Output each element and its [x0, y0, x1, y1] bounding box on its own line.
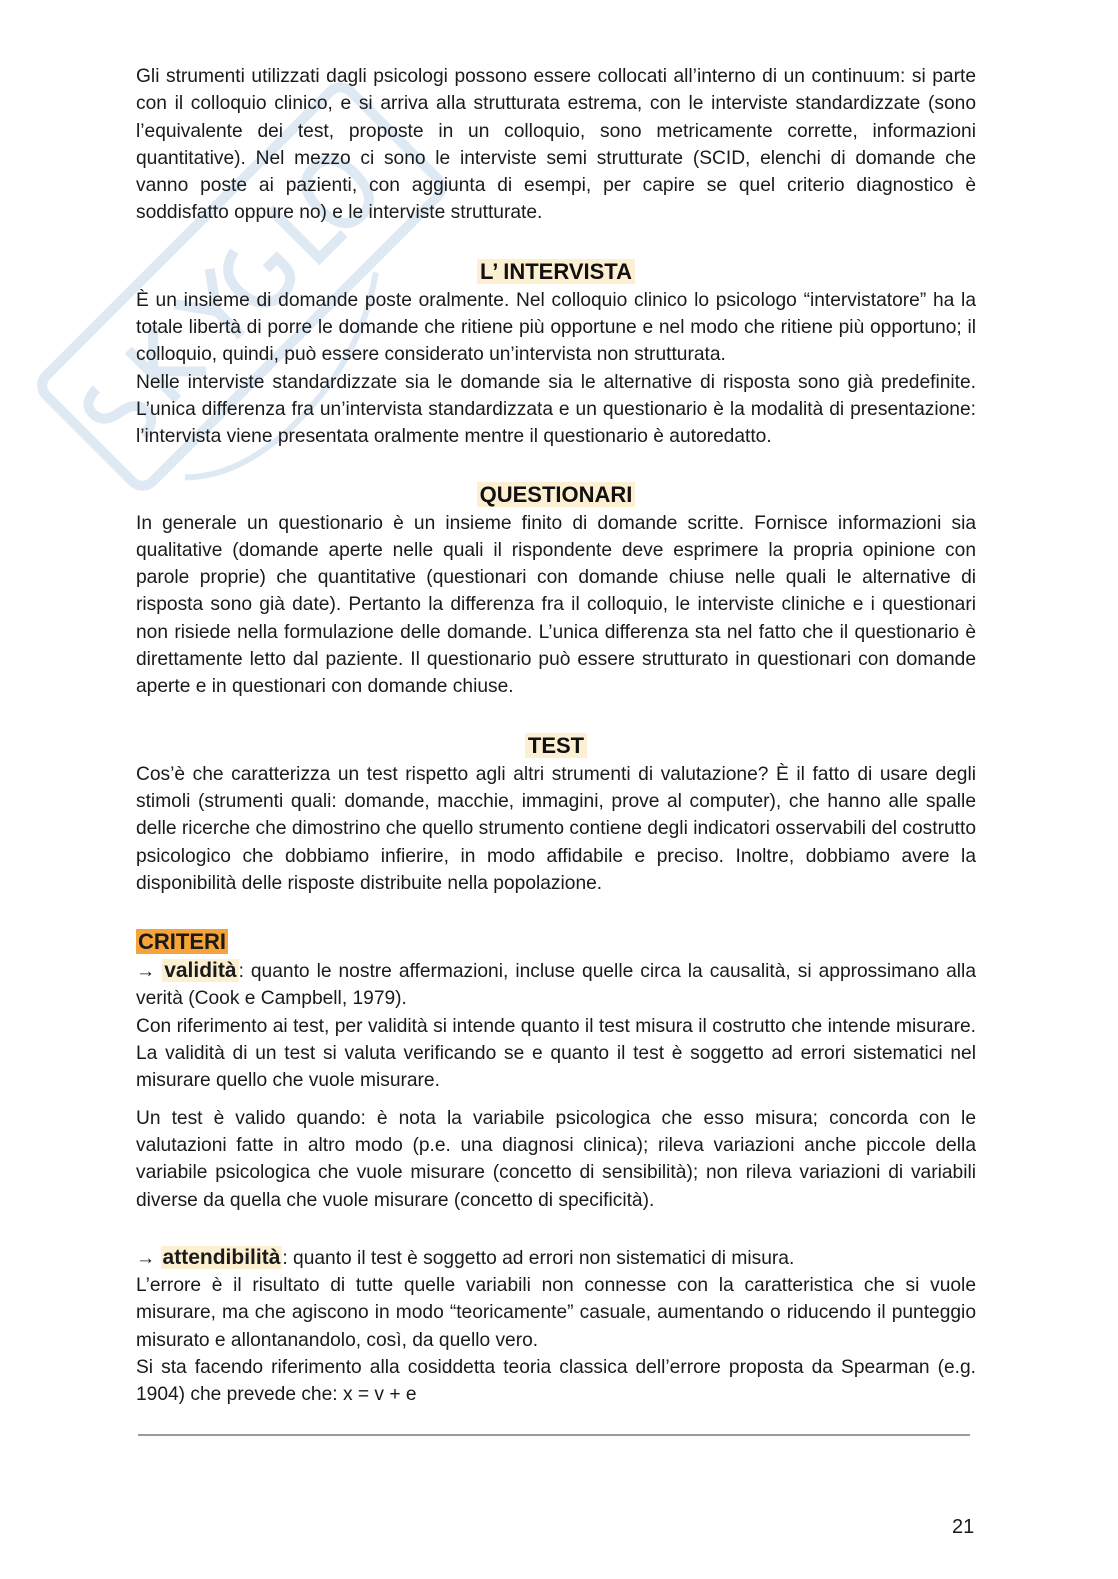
intro-paragraph: Gli strumenti utilizzati dagli psicologi possono essere collocati all’interno di un continuum: si parte con il colloquio clinico, e si arriva alla strutturata estrema, con le interviste standardizzate (sono l’equivalente dei test, proposte in un colloquio, sono metricamente corrette, informazioni quantitative). Nel mezzo ci sono le interviste semi strutturate (SCID, elenchi di domande che vanno poste ai pazienti, con aggiunta di esempi, per capire se quel criterio diagnostico è soddisfatto oppure no) e le interviste strutturate.	[136, 66, 976, 224]
test-paragraph: Cos’è che caratterizza un test rispetto agli altri strumenti di valutazione? È il fatto di usare degli stimoli (strumenti quali: domande, macchie, immagini, prove al computer), che hanno alle spalle delle ricerche che dimostrino che quello strumento contiene degli indicatori osservabili del costrutto psicologico che dobbiamo infierire, in modo affidabile e preciso. Inoltre, dobbiamo avere la disponibilità delle risposte distribuite nella popolazione.	[136, 763, 976, 894]
validita-paragraph-2: Con riferimento ai test, per validità si intende quanto il test misura il costrutto che intende misurare. La validità di un test si valuta verificando se e quanto il test è soggetto ad errori sistematici nel misurare quello che vuole misurare.	[136, 1015, 976, 1092]
validita-paragraph-3: Un test è valido quando: è nota la variabile psicologica che esso misura; concorda con le valutazioni fatte in altro modo (p.e. una diagnosi clinica); rileva variazioni anche piccole della variabile psicologica che vuole misurare (concetto di sensibilità); non rileva variazioni di variabili diverse da quella che vuole misurare (concetto di specificità).	[136, 1107, 976, 1211]
footer-divider	[138, 1434, 970, 1436]
attendibilita-definition: → attendibilità : quanto il test è soggetto ad errori non sistematici di misura.	[136, 1245, 795, 1269]
heading-questionari: QUESTIONARI	[136, 480, 976, 510]
validita-definition: → validità : quanto le nostre affermazioni, incluse quelle circa la causalità, si approssimano alla verità (Cook e Campbell, 1979).	[136, 959, 976, 1010]
page-content	[136, 63, 976, 1409]
questionari-paragraph: In generale un questionario è un insieme finito di domande scritte. Fornisce informazioni sia qualitative (domande aperte nelle quali il rispondente deve esprimere la propria opinione con parole proprie) che quantitative (questionari con domande chiuse nelle quali le alternative di risposta sono già date). Pertanto la differenza fra il colloquio, le interviste cliniche e i questionari non risiede nella formulazione delle domande. L’unica differenza sta nel fatto che il questionario è direttamente letto dal paziente. Il questionario può essere strutturato in questionari con domande aperte e in questionari con domande chiuse.	[136, 512, 976, 698]
page-number: 21	[952, 1516, 975, 1538]
term-validita: validità	[164, 959, 237, 983]
term-attendibilita: attendibilità	[162, 1245, 281, 1269]
attendibilita-paragraph-3: Si sta facendo riferimento alla cosiddetta teoria classica dell’errore proposta da Spearman (e.g. 1904) che prevede che: x = v + e	[136, 1356, 976, 1406]
attendibilita-paragraph-2: L’errore è il risultato di tutte quelle variabili non connesse con la caratteristica che si vuole misurare, ma che agiscono in modo “teoricamente” casuale, aumentando o riducendo il punteggio misurato e allontanandolo, così, da quello vero.	[136, 1275, 976, 1351]
heading-intervista: L’ INTERVISTA	[136, 257, 976, 287]
arrow-icon: →	[136, 1247, 156, 1269]
arrow-icon: →	[136, 961, 156, 983]
intervista-paragraph-1: È un insieme di domande poste oralmente. Nel colloquio clinico lo psicologo “intervistatore” ha la totale libertà di porre le domande che ritiene più opportune e nel modo che ritiene più opportuno; il colloquio, quindi, può essere considerato un’intervista non strutturata.	[136, 289, 976, 366]
intervista-paragraph-2: Nelle interviste standardizzate sia le domande sia le alternative di risposta sono già predefinite. L’unica differenza fra un’intervista standardizzata e un questionario è la modalità di presentazione: l’intervista viene presentata oralmente mentre il questionario è autoredatto.	[136, 371, 976, 448]
heading-criteri: CRITERI	[138, 929, 226, 955]
heading-test: TEST	[136, 731, 976, 761]
